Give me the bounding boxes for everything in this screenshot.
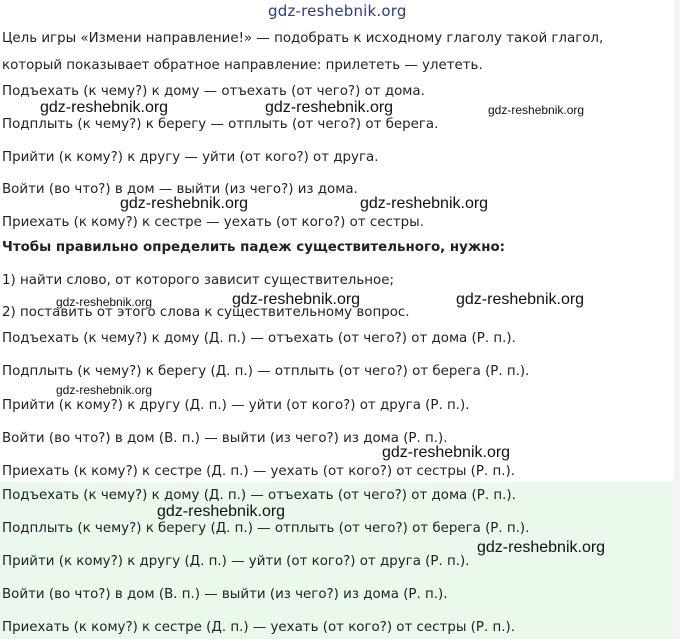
watermark: gdz-reshebnik.org <box>477 539 606 556</box>
text-line: Подплыть (к чему?) к берегу — отплыть (от чего?) от берега. <box>2 117 439 132</box>
text-line: Войти (во что?) в дом (В. п.) — выйти (из чего?) из дома (Р. п.). <box>2 431 448 446</box>
watermark: gdz-reshebnik.org <box>40 99 169 116</box>
watermark: gdz-reshebnik.org <box>56 295 153 309</box>
text-line: Цель игры «Измени направление!» — подобрать к исходному глаголу такой глагол, <box>2 31 604 46</box>
answer-line: Войти (во что?) в дом (В. п.) — выйти (из чего?) из дома (Р. п.). <box>2 587 448 602</box>
watermark: gdz-reshebnik.org <box>56 383 153 397</box>
watermark: gdz-reshebnik.org <box>232 291 361 308</box>
text-line: который показывает обратное направление: прилететь — улететь. <box>2 58 483 73</box>
watermark: gdz-reshebnik.org <box>456 291 585 308</box>
section-heading: Чтобы правильно определить падеж существительного, нужно: <box>2 240 506 255</box>
watermark: gdz-reshebnik.org <box>488 103 585 117</box>
text-line: 2) поставить от этого слова к существительному вопрос. <box>2 305 410 320</box>
text-line: Приехать (к кому?) к сестре (Д. п.) — уехать (от кого?) от сестры (Р. п.). <box>2 464 515 479</box>
header-watermark: gdz-reshebnik.org <box>268 2 407 20</box>
answer-line: Подплыть (к чему?) к берегу (Д. п.) — отплыть (от чего?) от берега (Р. п.). <box>2 521 530 536</box>
text-line: 1) найти слово, от которого зависит существительное; <box>2 273 394 288</box>
text-line: Войти (во что?) в дом — выйти (из чего?) из дома. <box>2 182 358 197</box>
text-line: Подъехать (к чему?) к дому (Д. п.) — отъехать (от чего?) от дома (Р. п.). <box>2 331 516 346</box>
text-line: Прийти (к кому?) к другу — уйти (от кого?) от друга. <box>2 150 379 165</box>
watermark: gdz-reshebnik.org <box>265 99 394 116</box>
answer-line: Приехать (к кому?) к сестре (Д. п.) — уехать (от кого?) от сестры (Р. п.). <box>2 620 515 635</box>
text-line: Приехать (к кому?) к сестре — уехать (от кого?) от сестры. <box>2 215 424 230</box>
answer-line: Подъехать (к чему?) к дому (Д. п.) — отъехать (от чего?) от дома (Р. п.). <box>2 488 516 503</box>
watermark: gdz-reshebnik.org <box>120 195 249 212</box>
page-edge <box>674 0 680 639</box>
watermark: gdz-reshebnik.org <box>360 195 489 212</box>
watermark: gdz-reshebnik.org <box>157 503 286 520</box>
answer-line: Прийти (к кому?) к другу (Д. п.) — уйти (от кого?) от друга (Р. п.). <box>2 554 470 569</box>
text-line: Прийти (к кому?) к другу (Д. п.) — уйти (от кого?) от друга (Р. п.). <box>2 398 470 413</box>
watermark: gdz-reshebnik.org <box>382 444 511 461</box>
text-line: Подплыть (к чему?) к берегу (Д. п.) — отплыть (от чего?) от берега (Р. п.). <box>2 364 530 379</box>
text-line: Подъехать (к чему?) к дому — отъехать (от чего?) от дома. <box>2 84 425 99</box>
